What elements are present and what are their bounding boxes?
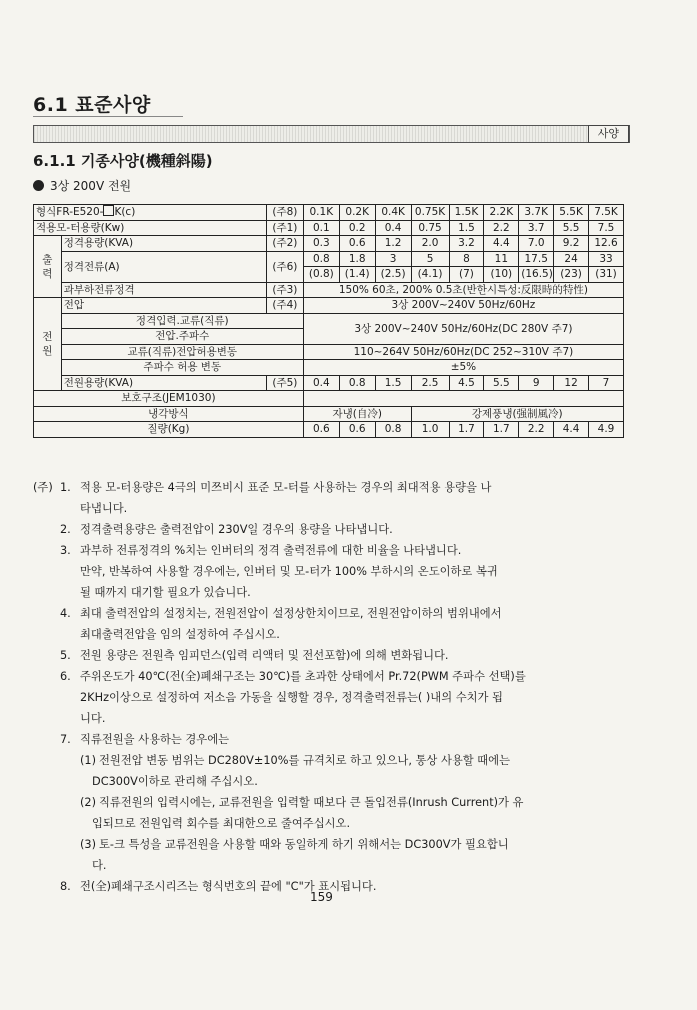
row-label: 전압.주파수 [61,329,303,345]
note-line [33,603,633,624]
note-text: 직류전원을 사용하는 경우에는 [80,733,230,746]
model-cell: 7.5K [589,205,624,221]
note-line [33,540,633,561]
value-cell: 5.5 [484,375,519,391]
value-cell: (10) [484,267,519,283]
value-cell: 4.4 [484,236,519,252]
row-label: 과부하전류정격 [61,282,266,298]
section-bar [33,125,630,143]
value-cell: 150% 60초, 200% 0.5초(반한시특성:反限時的特性) [303,282,623,298]
table-row-voltage [34,298,624,314]
note-line [33,834,633,855]
power-bullet [33,177,131,194]
value-cell: 110~264V 50Hz/60Hz(DC 252~310V 주7) [303,344,623,360]
row-label: 냉각방식 [34,406,304,422]
note-text: 2KHz이상으로 설정하여 저소음 가동을 실행할 경우, 정격출력전류는( )내의 수치가 됩 [80,691,503,704]
value-cell: 0.2 [339,220,375,236]
note-line [33,855,633,876]
value-cell: 5.5 [554,220,589,236]
note-line [33,498,633,519]
value-cell: 자냉(自冷) [303,406,411,422]
power-group-label: 전 원 [34,298,62,391]
note-ref: (주4) [266,298,303,314]
note-line [33,645,633,666]
value-cell: 3.2 [449,236,484,252]
value-cell: 3상 200V~240V 50Hz/60Hz(DC 280V 주7) [303,313,623,344]
value-cell: 0.75 [411,220,449,236]
note-ref: (주8) [266,205,303,221]
note-text: 만약, 반복하여 사용할 경우에는, 인버터 및 모-터가 100% 부하시의 온도이하로 복귀 [80,565,498,578]
spec-table [33,204,624,438]
model-cell: 0.75K [411,205,449,221]
note-ref: (주3) [266,282,303,298]
value-cell: (7) [449,267,484,283]
heading-rule [33,116,183,117]
note-line [33,582,633,603]
table-row-allow-f [34,360,624,376]
model-cell: 1.5K [449,205,484,221]
value-cell: 3상 200V~240V 50Hz/60Hz [303,298,623,314]
value-cell: 1.5 [375,375,411,391]
note-text: 적용 모-터용량은 4극의 미쯔비시 표준 모-터를 사용하는 경우의 최대적용 용량을 나 [80,481,492,494]
note-number: 4. [60,607,71,620]
note-line [33,561,633,582]
note-ref: (주2) [266,236,303,252]
note-number: 3. [60,544,71,557]
value-cell: 3.7 [519,220,554,236]
note-text: 직류전원의 입력시에는, 교류전원을 입력할 때보다 큰 돌입전류(Inrush Current)가 유 [99,796,524,809]
note-line [33,477,633,498]
row-label: 전원용량(KVA) [61,375,266,391]
value-cell: (0.8) [303,267,339,283]
value-cell: 12 [554,375,589,391]
note-text: DC300V이하로 관리해 주십시오. [92,775,258,788]
note-text: 과부하 전류정격의 %치는 인버터의 정격 출력전류에 대한 비율을 나타냅니다. [80,544,462,557]
value-cell: 0.3 [303,236,339,252]
note-ref: (주1) [266,220,303,236]
note-line [33,519,633,540]
power-label: 3상 200V 전원 [50,179,132,193]
note-number: (3) [80,838,97,851]
value-cell: 0.8 [339,375,375,391]
note-text: 최대 출력전압의 설정치는, 전원전압이 설정상한치이므로, 전원전압이하의 범위내에서 [80,607,502,620]
table-row-protection [34,391,624,407]
note-line [33,876,633,897]
row-label: 주파수 허용 변동 [61,360,303,376]
section-heading: 6.1 표준사양 [33,94,151,116]
note-line [33,708,633,729]
value-cell: 0.4 [303,375,339,391]
value-cell: 8 [449,251,484,267]
value-cell: (31) [589,267,624,283]
value-cell: 0.4 [375,220,411,236]
note-text: 전원전압 변동 범위는 DC280V±10%를 규격치로 하고 있으나, 통상 사용할 때에는 [99,754,511,767]
table-row-weight [34,422,624,438]
note-text: 정격출력용량은 출력전압이 230V일 경우의 용량을 나타냅니다. [80,523,393,536]
note-number: 8. [60,880,71,893]
model-cell: 0.4K [375,205,411,221]
note-text: 타냅니다. [80,502,128,515]
note-number: 2. [60,523,71,536]
value-cell: 2.2 [519,422,554,438]
model-cell: 5.5K [554,205,589,221]
row-label: 보호구조(JEM1030) [34,391,304,407]
value-cell: 1.0 [411,422,449,438]
value-cell: 0.6 [339,236,375,252]
value-cell: (4.1) [411,267,449,283]
model-cell: 0.1K [303,205,339,221]
table-row-rated-current [34,251,624,267]
note-text: 전원 용량은 전원측 임피던스(입력 리액터 및 전선포함)에 의해 변화됩니다. [80,649,449,662]
model-suffix: K(c) [114,206,136,219]
note-text: 니다. [80,712,106,725]
notes-prefix: (주) [33,481,53,494]
note-text: 전(全)폐쇄구조시리즈는 형식번호의 끝에 "C"가 표시됩니다. [80,880,377,893]
value-cell: 2.2 [484,220,519,236]
note-line [33,792,633,813]
note-text: 될 때까지 대기할 필요가 있습니다. [80,586,251,599]
row-label: 질량(Kg) [34,422,304,438]
note-ref: (주5) [266,375,303,391]
value-cell: 5 [411,251,449,267]
value-cell: 0.6 [339,422,375,438]
value-cell: 1.7 [484,422,519,438]
note-text: 최대출력전압을 임의 설정하여 주십시오. [80,628,280,641]
section-tag: 사양 [588,125,629,143]
value-cell: 0.6 [303,422,339,438]
note-line [33,771,633,792]
value-cell: 24 [554,251,589,267]
model-label-cell [34,205,267,221]
note-number: 5. [60,649,71,662]
value-cell: 1.8 [339,251,375,267]
bullet-icon [33,180,44,191]
notes-section [33,477,633,897]
output-group-label: 출 력 [34,236,62,298]
note-line [33,624,633,645]
model-cell: 3.7K [519,205,554,221]
row-label: 정격입력.교류(직류) [61,313,303,329]
row-label: 교류(직류)전압허용변동 [61,344,303,360]
value-cell: (16.5) [519,267,554,283]
model-prefix: 형식FR-E520- [36,206,104,219]
subsection-heading: 6.1.1 기종사양(機種斜陽) [33,152,213,170]
note-number: (1) [80,754,97,767]
value-cell: 7.5 [589,220,624,236]
note-ref: (주6) [266,251,303,282]
table-row-cooling [34,406,624,422]
value-cell: 0.8 [303,251,339,267]
note-text: 다. [92,859,107,872]
value-cell: 2.5 [411,375,449,391]
model-cell: 2.2K [484,205,519,221]
note-line [33,666,633,687]
value-cell: (23) [554,267,589,283]
table-row-input-1 [34,313,624,329]
value-cell: 33 [589,251,624,267]
table-row-power-capacity [34,375,624,391]
note-line [33,687,633,708]
value-cell: 1.5 [449,220,484,236]
value-cell: ±5% [303,360,623,376]
value-cell: 17.5 [519,251,554,267]
page-number: 159 [310,890,333,904]
note-line [33,813,633,834]
row-label: 적용모-터용량(Kw) [34,220,267,236]
note-text: 토-크 특성을 교류전원을 사용할 때와 동일하게 하기 위해서는 DC300V가 필요합니 [99,838,509,851]
table-row-motor-capacity [34,220,624,236]
note-line [33,729,633,750]
value-cell: 4.9 [589,422,624,438]
row-label: 정격용량(KVA) [61,236,266,252]
checkbox-icon [103,205,114,216]
value-cell: 7 [589,375,624,391]
note-text: 입되므로 전원입력 회수를 최대한으로 줄여주십시오. [92,817,351,830]
table-row-overload [34,282,624,298]
value-cell: 12.6 [589,236,624,252]
value-cell: 0.8 [375,422,411,438]
note-text: 주위온도가 40℃(전(全)폐쇄구조는 30℃)를 초과한 상태에서 Pr.72(PWM 주파수 선택)를 [80,670,526,683]
note-number: (2) [80,796,97,809]
value-cell: 11 [484,251,519,267]
value-cell: 1.7 [449,422,484,438]
table-row-model [34,205,624,221]
note-number: 1. [60,481,71,494]
value-cell: 4.5 [449,375,484,391]
row-label: 전압 [61,298,266,314]
value-cell: 9.2 [554,236,589,252]
table-row-rated-capacity [34,236,624,252]
note-number: 6. [60,670,71,683]
note-line [33,750,633,771]
value-cell: 1.2 [375,236,411,252]
table-row-allow-v [34,344,624,360]
model-cell: 0.2K [339,205,375,221]
value-cell: 2.0 [411,236,449,252]
value-cell: 4.4 [554,422,589,438]
value-cell: 9 [519,375,554,391]
value-cell: 7.0 [519,236,554,252]
value-cell: (2.5) [375,267,411,283]
value-cell [303,391,623,407]
value-cell: (1.4) [339,267,375,283]
value-cell: 0.1 [303,220,339,236]
row-label: 정격전류(A) [61,251,266,282]
note-number: 7. [60,733,71,746]
value-cell: 3 [375,251,411,267]
value-cell: 강제풍냉(强制風冷) [411,406,623,422]
